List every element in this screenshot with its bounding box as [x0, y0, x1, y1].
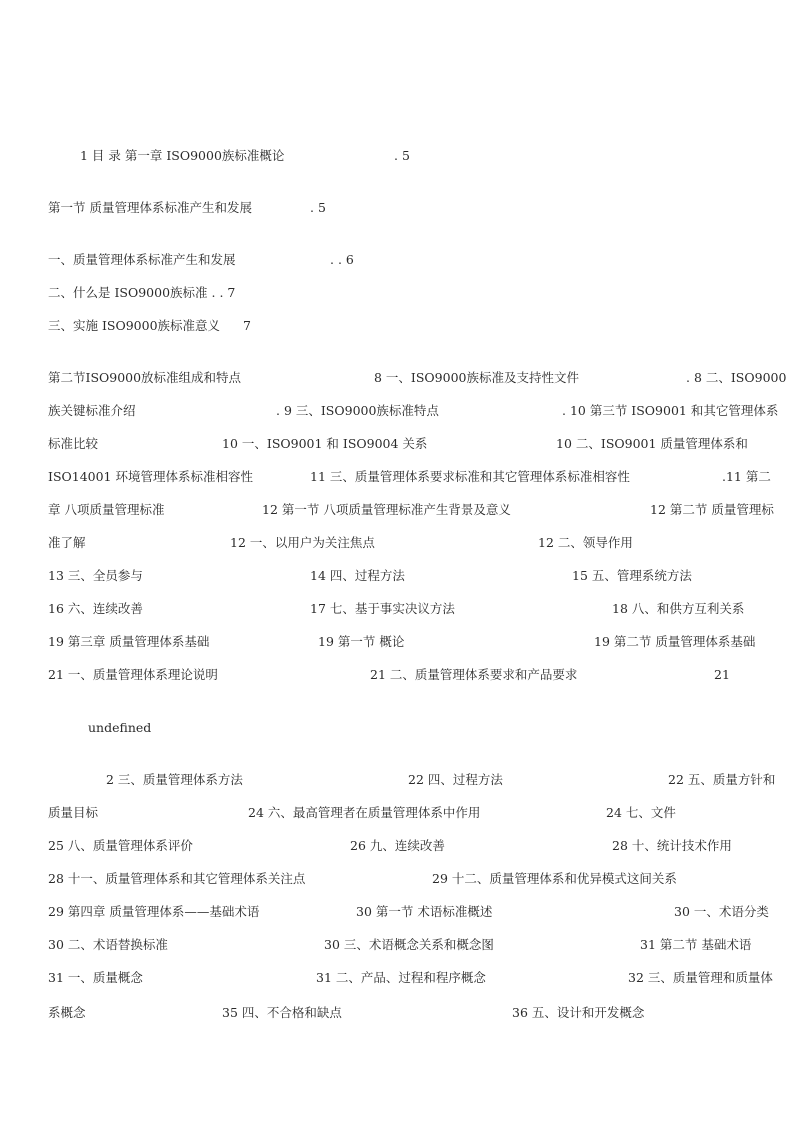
toc-line [0, 566, 800, 586]
toc-entry: 12 第一节 八项质量管理标准产生背景及意义 [262, 502, 511, 517]
toc-entry: 21 一、质量管理体系理论说明 [48, 667, 218, 682]
toc-entry: 30 一、术语分类 [674, 904, 769, 919]
toc-entry: . 8 二、ISO9000 [686, 370, 787, 385]
toc-entry: 第一节 质量管理体系标准产生和发展 [48, 200, 252, 215]
toc-entry: 13 三、全员参与 [48, 568, 143, 583]
toc-entry: 22 五、质量方针和 [668, 772, 776, 787]
toc-entry: 16 六、连续改善 [48, 601, 143, 616]
toc-line [0, 1003, 800, 1023]
toc-entry: 22 四、过程方法 [408, 772, 503, 787]
toc-entry: 12 第二节 质量管理标 [650, 502, 774, 517]
toc-line [0, 316, 800, 336]
toc-entry: 第二节ISO9000放标准组成和特点 [48, 370, 242, 385]
toc-entry: 三、实施 ISO9000族标准意义 [48, 318, 221, 333]
toc-entry: 31 一、质量概念 [48, 970, 143, 985]
toc-line [0, 935, 800, 955]
toc-entry: 17 七、基于事实决议方法 [310, 601, 455, 616]
toc-entry: 标准比较 [48, 436, 99, 451]
toc-line [0, 146, 800, 166]
toc-line [0, 198, 800, 218]
toc-entry: 29 第四章 质量管理体系——基础术语 [48, 904, 260, 919]
toc-entry: ISO14001 环境管理体系标准相容性 [48, 469, 253, 484]
toc-entry: . 9 三、ISO9000族标准特点 [276, 403, 439, 418]
toc-entry: 26 九、连续改善 [350, 838, 445, 853]
toc-line [0, 836, 800, 856]
toc-entry: 30 三、术语概念关系和概念图 [324, 937, 494, 952]
toc-entry: 10 一、ISO9001 和 ISO9004 关系 [222, 436, 428, 451]
toc-entry: 15 五、管理系统方法 [572, 568, 692, 583]
toc-entry: 准了解 [48, 535, 86, 550]
toc-line [0, 467, 800, 487]
toc-line [0, 902, 800, 922]
toc-entry: 24 六、最高管理者在质量管理体系中作用 [248, 805, 481, 820]
toc-entry: 一、质量管理体系标准产生和发展 [48, 252, 236, 267]
toc-entry: 25 八、质量管理体系评价 [48, 838, 193, 853]
toc-line [0, 250, 800, 270]
toc-line [0, 770, 800, 790]
toc-entry: .11 第二 [722, 469, 771, 484]
toc-entry: 系概念 [48, 1005, 86, 1020]
toc-entry: 质量目标 [48, 805, 99, 820]
toc-entry: 19 第三章 质量管理体系基础 [48, 634, 210, 649]
toc-line [0, 533, 800, 553]
toc-entry: 2 三、质量管理体系方法 [106, 772, 243, 787]
toc-entry: 11 三、质量管理体系要求标准和其它管理体系标准相容性 [310, 469, 630, 484]
toc-entry: 12 一、以用户为关注焦点 [230, 535, 375, 550]
toc-line [0, 869, 800, 889]
toc-line [0, 283, 800, 303]
toc-entry: 31 二、产品、过程和程序概念 [316, 970, 486, 985]
toc-line [0, 632, 800, 652]
toc-entry: 30 第一节 术语标准概述 [356, 904, 493, 919]
toc-entry: 1 目 录 第一章 ISO9000族标准概论 [80, 148, 285, 163]
toc-line [0, 718, 800, 738]
toc-line [0, 968, 800, 988]
toc-entry: 30 二、术语替换标准 [48, 937, 168, 952]
toc-entry: 二、什么是 ISO9000族标准 . . 7 [48, 285, 236, 300]
toc-page-ref: . 5 [310, 200, 326, 215]
toc-entry: 10 二、ISO9001 质量管理体系和 [556, 436, 748, 451]
toc-entry: 12 二、领导作用 [538, 535, 633, 550]
toc-line [0, 500, 800, 520]
toc-line [0, 434, 800, 454]
toc-entry: 21 [714, 667, 730, 682]
toc-entry: 28 十一、质量管理体系和其它管理体系关注点 [48, 871, 306, 886]
toc-entry: 32 三、质量管理和质量体 [628, 970, 773, 985]
toc-line [0, 803, 800, 823]
toc-entry: 24 七、文件 [606, 805, 676, 820]
toc-line [0, 401, 800, 421]
toc-entry: . 10 第三节 ISO9001 和其它管理体系 [562, 403, 779, 418]
toc-entry: 14 四、过程方法 [310, 568, 405, 583]
toc-entry: 29 十二、质量管理体系和优异模式这间关系 [432, 871, 677, 886]
toc-entry: undefined [88, 720, 152, 735]
toc-entry: 8 一、ISO9000族标准及支持性文件 [374, 370, 579, 385]
toc-line [0, 665, 800, 685]
toc-entry: 19 第一节 概论 [318, 634, 405, 649]
toc-entry: 36 五、设计和开发概念 [512, 1005, 645, 1020]
toc-line [0, 368, 800, 388]
toc-page-ref: . 5 [394, 148, 410, 163]
toc-entry: 族关键标准介绍 [48, 403, 136, 418]
toc-entry: 28 十、统计技术作用 [612, 838, 732, 853]
toc-entry: 19 第二节 质量管理体系基础 [594, 634, 756, 649]
toc-page-ref: 7 [243, 318, 251, 333]
toc-entry: 31 第二节 基础术语 [640, 937, 752, 952]
toc-entry: 35 四、不合格和缺点 [222, 1005, 342, 1020]
toc-page-ref: . . 6 [330, 252, 354, 267]
toc-entry: 18 八、和供方互利关系 [612, 601, 745, 616]
toc-line [0, 599, 800, 619]
toc-entry: 21 二、质量管理体系要求和产品要求 [370, 667, 578, 682]
toc-entry: 章 八项质量管理标准 [48, 502, 165, 517]
